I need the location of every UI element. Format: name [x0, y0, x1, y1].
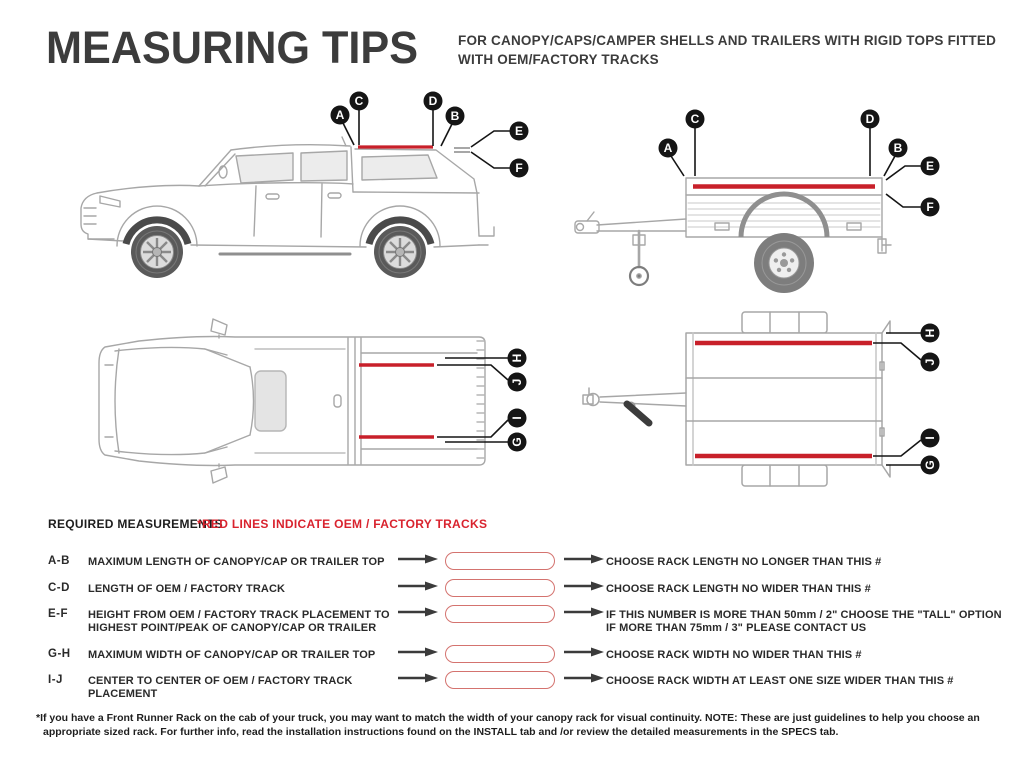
- row-description-line: CENTER TO CENTER OF OEM / FACTORY TRACK PLACEMENT: [88, 675, 353, 700]
- row-recommendation: [606, 583, 1020, 596]
- flow-arrow-icon: [398, 554, 438, 564]
- flow-arrow-icon: [564, 673, 604, 683]
- marker-badge-j: [921, 353, 940, 372]
- svg-text:H: H: [510, 353, 524, 363]
- svg-text:I: I: [923, 436, 937, 440]
- measurement-row-ef: [0, 608, 1024, 642]
- marker-badge-i: [508, 409, 527, 428]
- row-recommendation: [606, 609, 1020, 635]
- marker-badge-f: [921, 198, 940, 217]
- row-recommendation-line: IF THIS NUMBER IS MORE THAN 50mm / 2" CHOOSE THE "TALL" OPTION: [606, 609, 1002, 621]
- row-recommendation-line: CHOOSE RACK LENGTH NO WIDER THAN THIS #: [606, 583, 871, 595]
- flow-arrow-icon: [398, 581, 438, 591]
- measurement-input-pill: [445, 671, 555, 689]
- svg-text:A: A: [335, 108, 345, 122]
- svg-text:B: B: [450, 109, 460, 123]
- row-description: [88, 583, 396, 596]
- marker-badge-j: [508, 373, 527, 392]
- footnote: *If you have a Front Runner Rack on the cab of your truck, you may want to match the width of your canopy rack for visual continuity. NOTE: These are just guidelines to help you choose an appropriate sized rack. For further info, read the installation instructions found on the INSTALL tab and /or review the detailed measurements in the SPECS tab.: [36, 712, 980, 738]
- trailer-top-view-illustration: [575, 300, 1015, 500]
- row-recommendation: [606, 649, 1020, 662]
- truck-top-view-illustration: [85, 305, 545, 505]
- svg-text:I: I: [510, 416, 524, 420]
- row-description: [88, 556, 396, 569]
- row-id-label: I-J: [48, 674, 63, 686]
- svg-text:B: B: [893, 141, 903, 155]
- page-subtitle: [458, 31, 1018, 69]
- svg-text:J: J: [923, 358, 937, 366]
- svg-text:D: D: [865, 112, 875, 126]
- row-id-label: E-F: [48, 608, 69, 620]
- row-description: [88, 649, 396, 662]
- marker-badge-h: [921, 324, 940, 343]
- row-id-label: G-H: [48, 648, 71, 660]
- marker-badge-h: [508, 349, 527, 368]
- svg-text:F: F: [926, 200, 934, 214]
- row-description: [88, 609, 396, 635]
- svg-text:G: G: [510, 437, 524, 447]
- measurement-input-pill: [445, 605, 555, 623]
- marker-badge-d: [424, 92, 443, 111]
- marker-badge-c: [350, 92, 369, 111]
- page-subtitle-line1: FOR CANOPY/CAPS/CAMPER SHELLS AND TRAILERS WITH RIGID TOPS FITTED: [458, 33, 997, 48]
- required-measurements-label: REQUIRED MEASUREMENTS: [48, 517, 223, 531]
- truck-front-wheel: [131, 226, 183, 278]
- row-recommendation-line: CHOOSE RACK WIDTH NO WIDER THAN THIS #: [606, 649, 862, 661]
- measurement-input-pill: [445, 552, 555, 570]
- truck-side-view-illustration: [70, 86, 535, 290]
- svg-text:E: E: [514, 124, 524, 138]
- row-description: [88, 675, 396, 701]
- svg-text:C: C: [690, 112, 700, 126]
- flow-arrow-icon: [564, 581, 604, 591]
- marker-badge-d: [861, 110, 880, 129]
- row-description-line: HIGHEST POINT/PEAK OF CANOPY/CAP OR TRAILER: [88, 622, 377, 634]
- marker-badge-b: [446, 107, 465, 126]
- row-description-line: MAXIMUM WIDTH OF CANOPY/CAP OR TRAILER TOP: [88, 649, 376, 661]
- flow-arrow-icon: [398, 673, 438, 683]
- row-description-line: LENGTH OF OEM / FACTORY TRACK: [88, 583, 286, 595]
- truck-rear-wheel: [374, 226, 426, 278]
- svg-text:J: J: [510, 378, 524, 386]
- track-cross-section: [454, 148, 470, 152]
- red-lines-note: *RED LINES INDICATE OEM / FACTORY TRACKS: [197, 517, 488, 531]
- svg-text:D: D: [428, 94, 438, 108]
- svg-text:A: A: [663, 141, 673, 155]
- marker-badge-i: [921, 429, 940, 448]
- marker-badge-c: [686, 110, 705, 129]
- flow-arrow-icon: [398, 647, 438, 657]
- row-description-line: MAXIMUM LENGTH OF CANOPY/CAP OR TRAILER TOP: [88, 556, 385, 568]
- row-description-line: HEIGHT FROM OEM / FACTORY TRACK PLACEMENT TO: [88, 609, 390, 621]
- trailer-side-view-illustration: [565, 95, 1005, 305]
- measurement-row-ij: [0, 674, 1024, 708]
- row-recommendation: [606, 675, 1020, 688]
- flow-arrow-icon: [564, 554, 604, 564]
- svg-text:G: G: [923, 460, 937, 470]
- row-recommendation: [606, 556, 1020, 569]
- svg-text:F: F: [515, 161, 523, 175]
- row-id-label: A-B: [48, 555, 70, 567]
- svg-text:H: H: [923, 328, 937, 338]
- row-recommendation-line: CHOOSE RACK LENGTH NO LONGER THAN THIS #: [606, 556, 882, 568]
- flow-arrow-icon: [398, 607, 438, 617]
- marker-badge-e: [921, 157, 940, 176]
- svg-text:E: E: [925, 159, 935, 173]
- marker-badge-g: [921, 456, 940, 475]
- measurement-input-pill: [445, 579, 555, 597]
- marker-badge-e: [510, 122, 529, 141]
- marker-badge-a: [659, 139, 678, 158]
- marker-badge-b: [889, 139, 908, 158]
- flow-arrow-icon: [564, 607, 604, 617]
- marker-badge-g: [508, 433, 527, 452]
- row-id-label: C-D: [48, 582, 70, 594]
- marker-badge-a: [331, 106, 350, 125]
- flow-arrow-icon: [564, 647, 604, 657]
- page-title: MEASURING TIPS: [46, 22, 419, 73]
- trailer-wheel: [754, 233, 814, 293]
- row-recommendation-line: CHOOSE RACK WIDTH AT LEAST ONE SIZE WIDER THAN THIS #: [606, 675, 954, 687]
- row-recommendation-line: IF MORE THAN 75mm / 3" PLEASE CONTACT US: [606, 622, 867, 634]
- page-subtitle-line2: WITH OEM/FACTORY TRACKS: [458, 52, 659, 67]
- marker-badge-f: [510, 159, 529, 178]
- measurement-input-pill: [445, 645, 555, 663]
- svg-text:C: C: [354, 94, 364, 108]
